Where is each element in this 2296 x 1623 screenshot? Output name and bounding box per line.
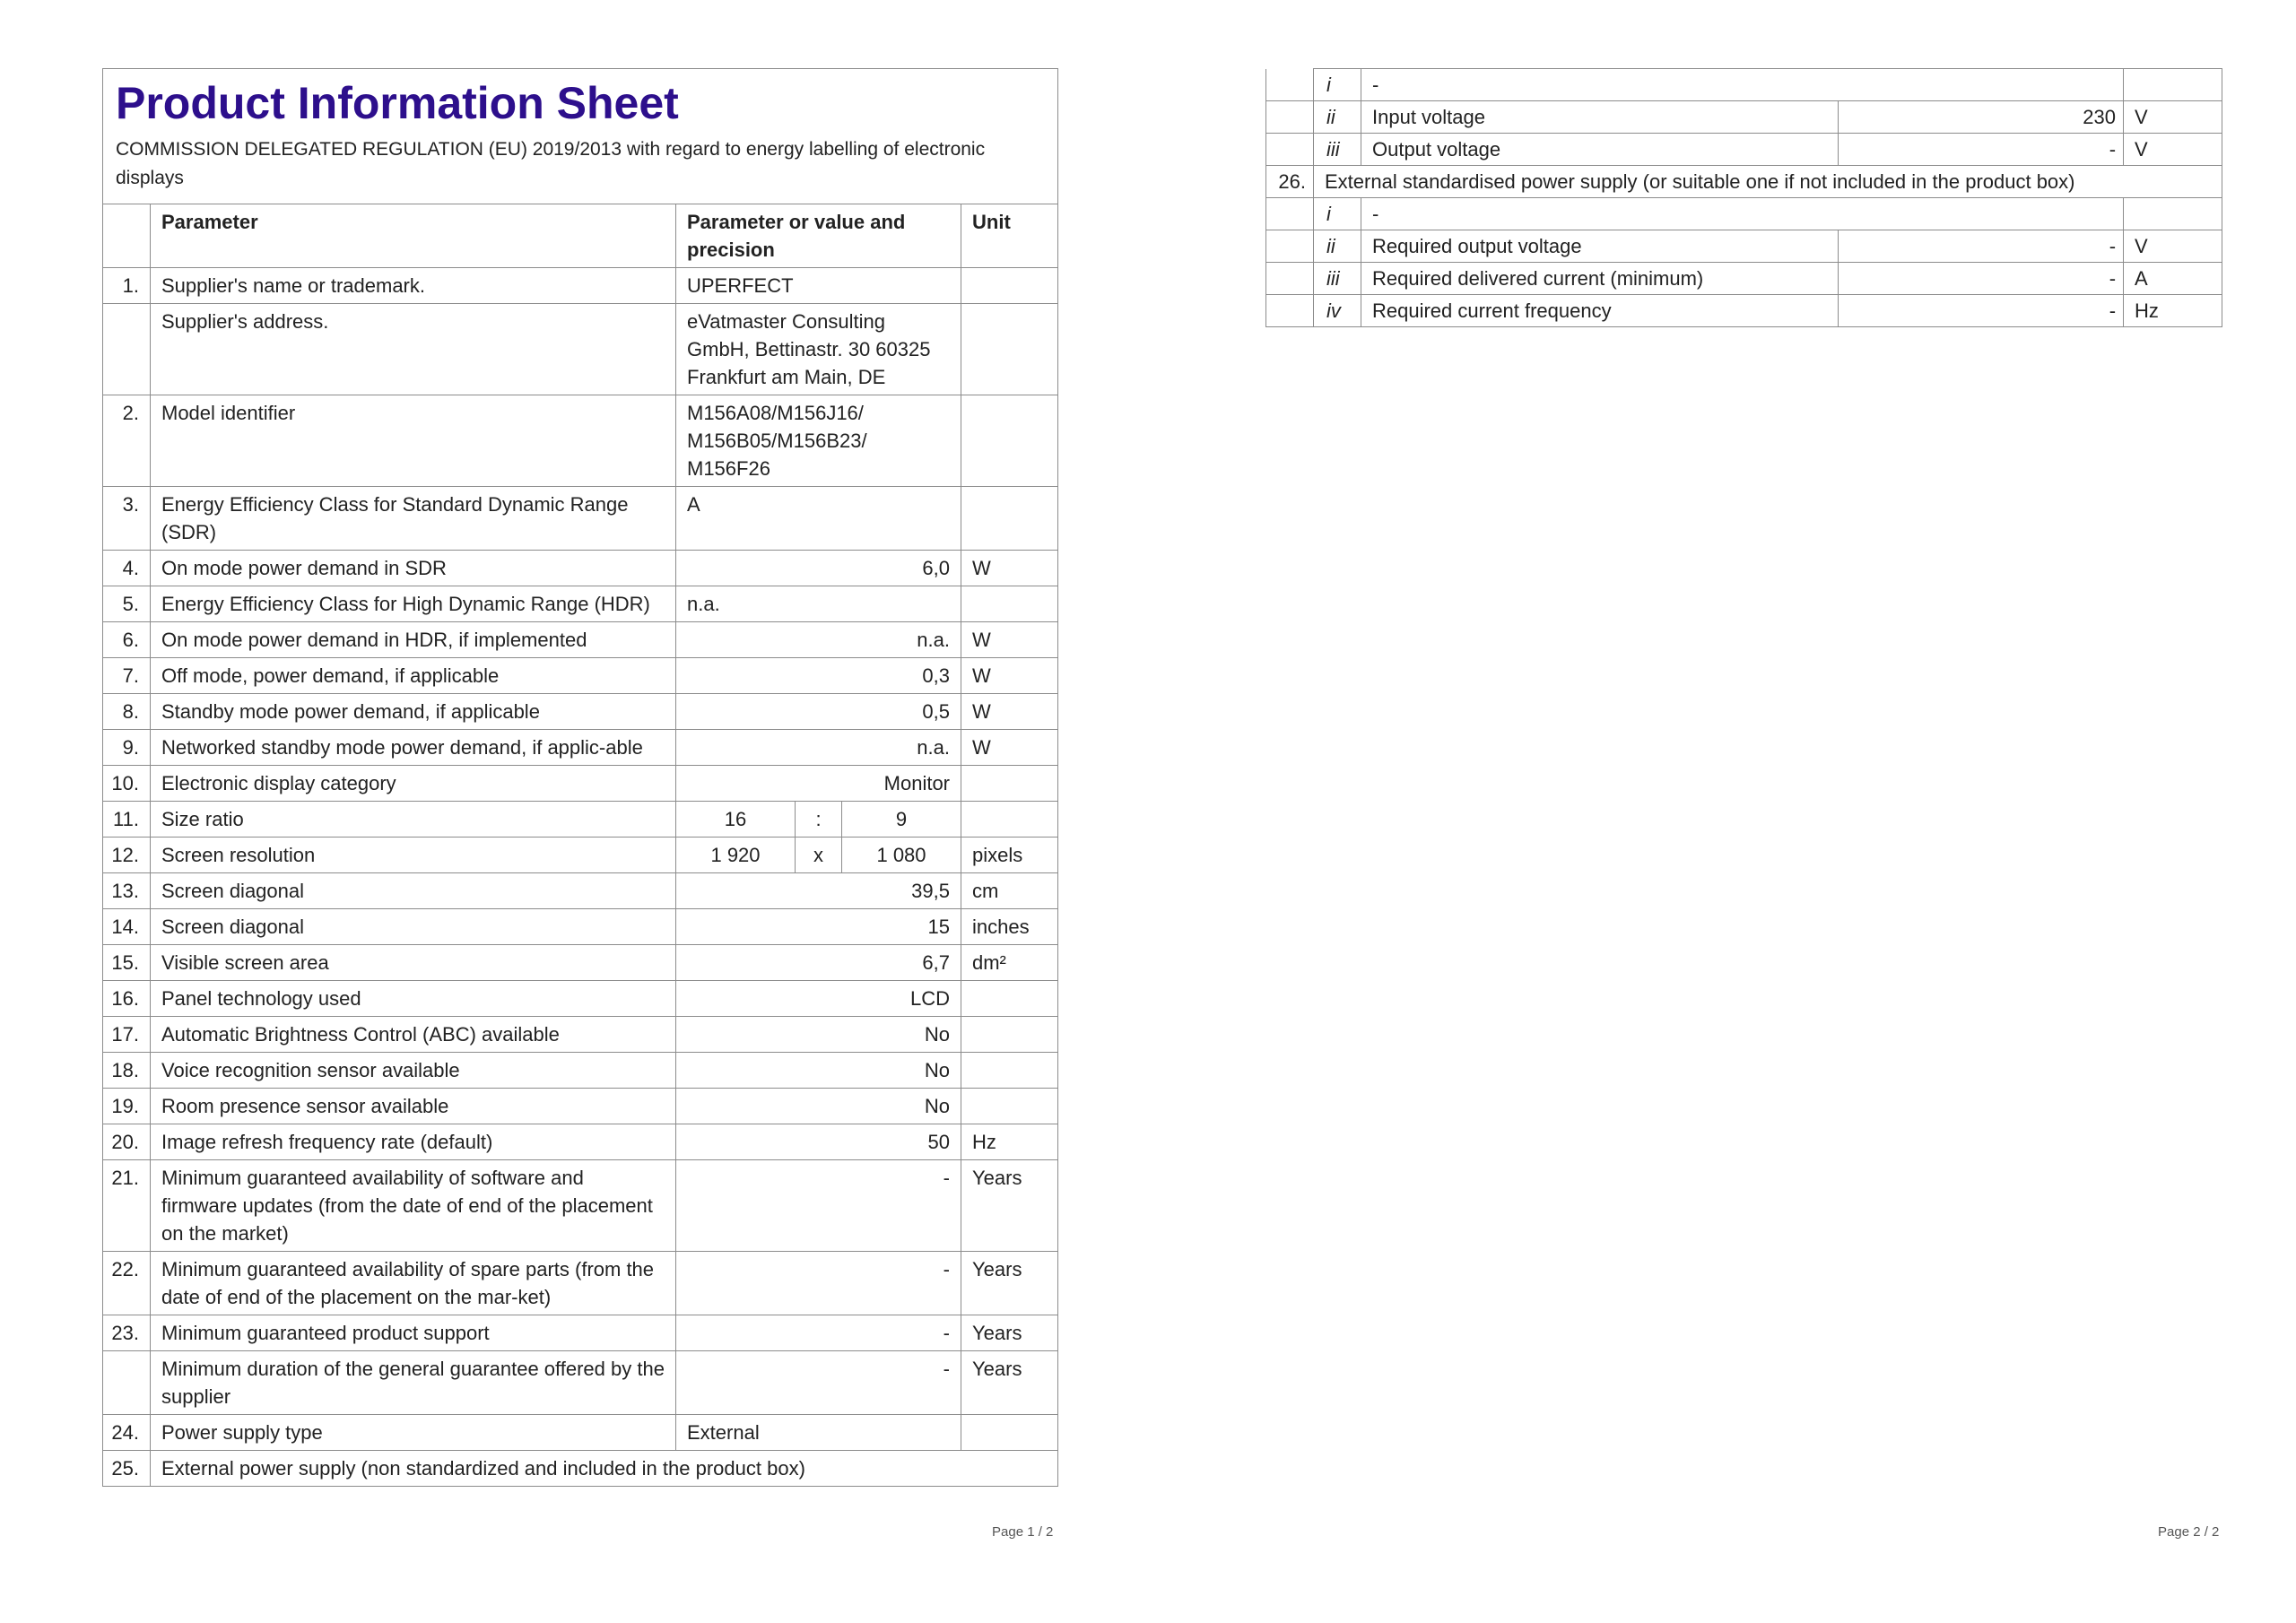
- row-number: [103, 1351, 151, 1415]
- row-value: 15: [676, 909, 961, 945]
- row-unit: [961, 1415, 1058, 1451]
- row-number: 16.: [103, 981, 151, 1017]
- row-unit: [961, 1053, 1058, 1089]
- ratio-separator: :: [796, 802, 842, 838]
- row-unit: [961, 395, 1058, 487]
- table-row-resolution: [103, 838, 1058, 873]
- sub-row-label: -: [1361, 198, 2124, 230]
- resolution-width: 1 920: [676, 838, 796, 873]
- row-unit: [961, 304, 1058, 395]
- row-number: 12.: [103, 838, 151, 873]
- sub-row-label: Required current frequency: [1361, 295, 1839, 327]
- row-value: 39,5: [676, 873, 961, 909]
- row-parameter: Panel technology used: [151, 981, 676, 1017]
- table-row: [103, 1160, 1058, 1252]
- row-number: 7.: [103, 658, 151, 694]
- table-row: [103, 1124, 1058, 1160]
- row-number: 20.: [103, 1124, 151, 1160]
- sub-row-unit: [2124, 198, 2222, 230]
- row-parameter: Off mode, power demand, if applicable: [151, 658, 676, 694]
- ratio-width: 16: [676, 802, 796, 838]
- regulation-subtitle: COMMISSION DELEGATED REGULATION (EU) 2019/2013 with regard to energy labelling of electronic displays: [116, 139, 986, 188]
- row-parameter: Visible screen area: [151, 945, 676, 981]
- row-value: A: [676, 487, 961, 551]
- row-value: 50: [676, 1124, 961, 1160]
- row-number: [103, 304, 151, 395]
- table-row: [103, 1315, 1058, 1351]
- row-unit: Years: [961, 1252, 1058, 1315]
- roman-index: ii: [1314, 101, 1361, 134]
- sub-row-unit: V: [2124, 101, 2222, 134]
- row-number-empty: [1266, 101, 1314, 134]
- row-number: 4.: [103, 551, 151, 586]
- sub-row: [1266, 198, 2222, 230]
- row-value: 6,0: [676, 551, 961, 586]
- header-unit: Unit: [961, 204, 1058, 268]
- resolution-separator: x: [796, 838, 842, 873]
- row-parameter: Electronic display category: [151, 766, 676, 802]
- sub-row-value: -: [1839, 295, 2124, 327]
- sub-row-value: 230: [1839, 101, 2124, 134]
- page-number: Page 1 / 2: [992, 1524, 1054, 1540]
- table-row: [103, 487, 1058, 551]
- row-value: eVatmaster Consulting GmbH, Bettinastr. 30 60325 Frankfurt am Main, DE: [676, 304, 961, 395]
- sub-row: [1266, 263, 2222, 295]
- row-value: n.a.: [676, 730, 961, 766]
- sub-row-label: Required delivered current (minimum): [1361, 263, 1839, 295]
- table-row: [103, 1017, 1058, 1053]
- row-unit: cm: [961, 873, 1058, 909]
- row-value: No: [676, 1089, 961, 1124]
- table-row: [103, 694, 1058, 730]
- row-parameter: On mode power demand in SDR: [151, 551, 676, 586]
- row-unit: W: [961, 694, 1058, 730]
- row-unit: [961, 1089, 1058, 1124]
- header-parameter: Parameter: [151, 204, 676, 268]
- row-number: 25.: [103, 1451, 151, 1487]
- row-number: 11.: [103, 802, 151, 838]
- row-unit: [961, 268, 1058, 304]
- table-row: [103, 1252, 1058, 1315]
- table-row-standard-psu: [1266, 166, 2222, 198]
- row-unit: Years: [961, 1315, 1058, 1351]
- row-number: 21.: [103, 1160, 151, 1252]
- table-row: [103, 981, 1058, 1017]
- row-value: -: [676, 1160, 961, 1252]
- row-parameter: Minimum guaranteed availability of spare parts (from the date of end of the placement on the mar-ket): [151, 1252, 676, 1315]
- table-row-size-ratio: [103, 802, 1058, 838]
- row-value: -: [676, 1252, 961, 1315]
- row-number-empty: [1266, 198, 1314, 230]
- row-number-empty: [1266, 134, 1314, 166]
- row-parameter: Energy Efficiency Class for Standard Dynamic Range (SDR): [151, 487, 676, 551]
- sub-row-label: Required output voltage: [1361, 230, 1839, 263]
- row-number-empty: [1266, 230, 1314, 263]
- title-cell: [103, 69, 1058, 204]
- header-row: [103, 204, 1058, 268]
- title-row: [103, 69, 1058, 204]
- row-parameter: Voice recognition sensor available: [151, 1053, 676, 1089]
- table-row: [103, 909, 1058, 945]
- row-unit: [961, 981, 1058, 1017]
- sub-row: [1266, 295, 2222, 327]
- row-value: No: [676, 1053, 961, 1089]
- table-row: [103, 873, 1058, 909]
- sub-row-unit: Hz: [2124, 295, 2222, 327]
- row-number: 3.: [103, 487, 151, 551]
- sub-row: [1266, 101, 2222, 134]
- row-value: n.a.: [676, 622, 961, 658]
- table-row: [103, 1351, 1058, 1415]
- sub-row-value: -: [1839, 134, 2124, 166]
- roman-index: iii: [1314, 134, 1361, 166]
- row-parameter: Power supply type: [151, 1415, 676, 1451]
- sub-row-unit: A: [2124, 263, 2222, 295]
- sub-row-unit: [2124, 69, 2222, 101]
- sub-row-label: Output voltage: [1361, 134, 1839, 166]
- resolution-height: 1 080: [842, 838, 961, 873]
- table-row: [103, 658, 1058, 694]
- row-value: LCD: [676, 981, 961, 1017]
- row-number: 2.: [103, 395, 151, 487]
- row-unit: W: [961, 622, 1058, 658]
- page-number: Page 2 / 2: [2158, 1524, 2220, 1540]
- row-unit: Years: [961, 1160, 1058, 1252]
- row-number: 23.: [103, 1315, 151, 1351]
- row-parameter: Standby mode power demand, if applicable: [151, 694, 676, 730]
- row-number: 22.: [103, 1252, 151, 1315]
- row-value: 0,3: [676, 658, 961, 694]
- row-value: No: [676, 1017, 961, 1053]
- sub-row-unit: V: [2124, 230, 2222, 263]
- table-row: [103, 304, 1058, 395]
- row-parameter: Model identifier: [151, 395, 676, 487]
- row-parameter: Minimum guaranteed availability of software and firmware updates (from the date of end of the placement on the market): [151, 1160, 676, 1252]
- row-parameter: Supplier's address.: [151, 304, 676, 395]
- row-number: 26.: [1266, 166, 1314, 198]
- row-value: 0,5: [676, 694, 961, 730]
- header-num: [103, 204, 151, 268]
- ratio-height: 9: [842, 802, 961, 838]
- row-number: 10.: [103, 766, 151, 802]
- row-parameter: Size ratio: [151, 802, 676, 838]
- row-number: 13.: [103, 873, 151, 909]
- row-parameter: Image refresh frequency rate (default): [151, 1124, 676, 1160]
- table-row: [103, 551, 1058, 586]
- row-number-empty: [1266, 263, 1314, 295]
- table-row: [103, 1089, 1058, 1124]
- row-number-empty: [1266, 69, 1314, 101]
- row-parameter: On mode power demand in HDR, if implemented: [151, 622, 676, 658]
- sub-row: [1266, 69, 2222, 101]
- row-unit: W: [961, 730, 1058, 766]
- header-value: Parameter or value and precision: [676, 204, 961, 268]
- row-parameter: Minimum guaranteed product support: [151, 1315, 676, 1351]
- row-number-empty: [1266, 295, 1314, 327]
- row-number: 6.: [103, 622, 151, 658]
- sub-row-value: -: [1839, 263, 2124, 295]
- row-unit: W: [961, 551, 1058, 586]
- row-section-text: External power supply (non standardized and included in the product box): [151, 1451, 1058, 1487]
- row-value: -: [676, 1315, 961, 1351]
- row-unit: [961, 586, 1058, 622]
- row-parameter: Energy Efficiency Class for High Dynamic Range (HDR): [151, 586, 676, 622]
- row-unit: inches: [961, 909, 1058, 945]
- row-number: 14.: [103, 909, 151, 945]
- roman-index: iii: [1314, 263, 1361, 295]
- row-parameter: Screen resolution: [151, 838, 676, 873]
- row-value: M156A08/M156J16/ M156B05/M156B23/ M156F26: [676, 395, 961, 487]
- sub-row-unit: V: [2124, 134, 2222, 166]
- row-unit: Hz: [961, 1124, 1058, 1160]
- row-unit: [961, 766, 1058, 802]
- row-parameter: Automatic Brightness Control (ABC) available: [151, 1017, 676, 1053]
- row-number: 18.: [103, 1053, 151, 1089]
- roman-index: i: [1314, 198, 1361, 230]
- row-number: 15.: [103, 945, 151, 981]
- sub-row-label: -: [1361, 69, 2124, 101]
- table-row: [103, 622, 1058, 658]
- product-info-table-continued: [1265, 68, 2222, 327]
- sub-row: [1266, 230, 2222, 263]
- row-unit: [961, 802, 1058, 838]
- row-number: 24.: [103, 1415, 151, 1451]
- row-value: UPERFECT: [676, 268, 961, 304]
- sub-row-label: Input voltage: [1361, 101, 1839, 134]
- row-number: 1.: [103, 268, 151, 304]
- table-row: [103, 1415, 1058, 1451]
- roman-index: iv: [1314, 295, 1361, 327]
- row-number: 17.: [103, 1017, 151, 1053]
- table-row: [103, 395, 1058, 487]
- sub-row: [1266, 134, 2222, 166]
- table-row-external-psu: [103, 1451, 1058, 1487]
- row-unit: Years: [961, 1351, 1058, 1415]
- table-row: [103, 766, 1058, 802]
- row-parameter: Screen diagonal: [151, 873, 676, 909]
- row-parameter: Minimum duration of the general guarantee offered by the supplier: [151, 1351, 676, 1415]
- row-value: n.a.: [676, 586, 961, 622]
- row-unit: [961, 487, 1058, 551]
- row-number: 19.: [103, 1089, 151, 1124]
- product-info-table: [102, 68, 1058, 1487]
- row-unit: W: [961, 658, 1058, 694]
- row-value: External: [676, 1415, 961, 1451]
- roman-index: ii: [1314, 230, 1361, 263]
- row-value: 6,7: [676, 945, 961, 981]
- row-value: -: [676, 1351, 961, 1415]
- table-row: [103, 730, 1058, 766]
- page-title: Product Information Sheet: [116, 78, 679, 128]
- row-number: 9.: [103, 730, 151, 766]
- table-row: [103, 945, 1058, 981]
- row-number: 8.: [103, 694, 151, 730]
- table-row: [103, 268, 1058, 304]
- row-parameter: Networked standby mode power demand, if applic-able: [151, 730, 676, 766]
- row-parameter: Supplier's name or trademark.: [151, 268, 676, 304]
- row-parameter: Screen diagonal: [151, 909, 676, 945]
- table-row: [103, 1053, 1058, 1089]
- row-section-text: External standardised power supply (or suitable one if not included in the product box): [1314, 166, 2222, 198]
- row-unit: [961, 1017, 1058, 1053]
- row-unit: dm²: [961, 945, 1058, 981]
- sub-row-value: -: [1839, 230, 2124, 263]
- roman-index: i: [1314, 69, 1361, 101]
- row-value: Monitor: [676, 766, 961, 802]
- row-unit: pixels: [961, 838, 1058, 873]
- row-parameter: Room presence sensor available: [151, 1089, 676, 1124]
- row-number: 5.: [103, 586, 151, 622]
- table-row: [103, 586, 1058, 622]
